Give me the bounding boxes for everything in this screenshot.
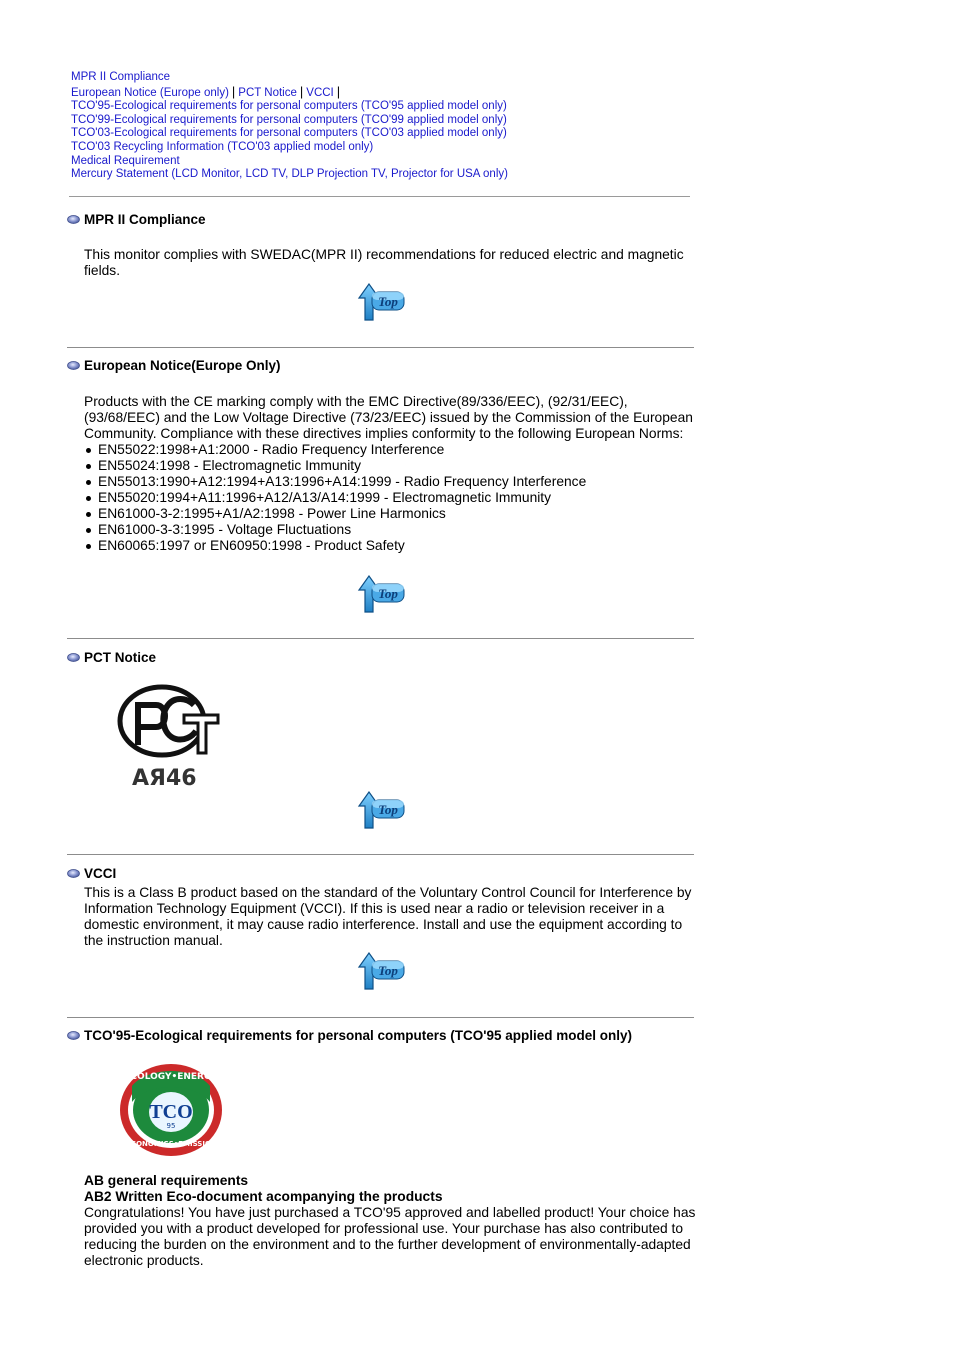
divider	[67, 347, 694, 348]
list-item: EN60065:1997 or EN60950:1998 - Product Safety	[98, 538, 696, 554]
mpr-text	[84, 247, 696, 279]
list-item: EN55024:1998 - Electromagnetic Immunity	[98, 458, 696, 474]
paragraph: This monitor complies with SWEDAC(MPR II) recommendations for reduced electric and magnetic fields.	[84, 247, 684, 278]
top-icon[interactable]	[357, 951, 407, 991]
pct-logo-code: АЯ46	[132, 766, 197, 791]
bullet-icon	[67, 361, 80, 370]
european-text	[84, 394, 696, 554]
bullet-icon	[67, 1031, 80, 1040]
list-item: EN61000-3-2:1995+A1/A2:1998 - Power Line Harmonics	[98, 506, 696, 522]
top-icon[interactable]	[357, 574, 407, 614]
section-title-text: European Notice(Europe Only)	[84, 358, 281, 373]
toc-link-european[interactable]: European Notice (Europe only)	[71, 86, 229, 99]
bullet-icon	[67, 869, 80, 878]
toc-separator: |	[231, 83, 236, 99]
toc-separator: |	[299, 83, 304, 99]
pct-logo	[116, 683, 220, 791]
section-title-european	[67, 358, 281, 373]
paragraph: This is a Class B product based on the standard of the Voluntary Control Council for Interference by Information Technology Equipment (VCCI). If this is used near a radio or television receiver in a domestic environment, it may cause radio interference. Install and use the equipment according to the instruction manual.	[84, 885, 692, 948]
section-title-mpr	[67, 212, 206, 227]
vcci-text	[84, 885, 696, 949]
list-item: EN55013:1990+A12:1994+A13:1996+A14:1999 - Radio Frequency Interference	[98, 474, 696, 490]
subheading: AB general requirements	[84, 1173, 249, 1188]
list-item: EN55020:1994+A11:1996+A12/A13/A14:1999 - Electromagnetic Immunity	[98, 490, 696, 506]
toc-link-tco03[interactable]: TCO'03-Ecological requirements for personal computers (TCO'03 applied model only)	[71, 127, 507, 140]
divider	[69, 196, 690, 197]
toc-link-tco03-recycling[interactable]: TCO'03 Recycling Information (TCO'03 applied model only)	[71, 140, 374, 153]
subheading: AB2 Written Eco-document acompanying the products	[84, 1189, 443, 1204]
tco95-text	[84, 1173, 696, 1269]
tco95-logo	[118, 1062, 224, 1158]
paragraph: Congratulations! You have just purchased a TCO'95 approved and labelled product! Your choice has provided you with a product developed for professional use. Your purchase has also contributed to reducing the burden on the environment and to the further development of environmentally-adapted electronic products.	[84, 1205, 696, 1268]
divider	[67, 854, 694, 855]
divider	[67, 1017, 694, 1018]
toc-link-mercury[interactable]: Mercury Statement (LCD Monitor, LCD TV, DLP Projection TV, Projector for USA only)	[71, 168, 508, 181]
toc-link-tco99[interactable]: TCO'99-Ecological requirements for personal computers (TCO'99 applied model only)	[71, 113, 507, 126]
svg-text:95: 95	[166, 1122, 176, 1130]
table-of-contents	[71, 71, 508, 182]
list-item: EN55022:1998+A1:2000 - Radio Frequency Interference	[98, 442, 696, 458]
section-title-pct	[67, 650, 156, 665]
norms-list	[84, 442, 696, 554]
section-title-text: VCCI	[84, 866, 117, 881]
toc-link-mpr[interactable]: MPR II Compliance	[71, 71, 171, 83]
list-item: EN61000-3-3:1995 - Voltage Fluctuations	[98, 522, 696, 538]
section-title-text: TCO'95-Ecological requirements for personal computers (TCO'95 applied model only)	[84, 1028, 633, 1043]
toc-link-tco95[interactable]: TCO'95-Ecological requirements for personal computers (TCO'95 applied model only)	[71, 100, 507, 113]
toc-link-medical[interactable]: Medical Requirement	[71, 154, 180, 167]
section-title-vcci	[67, 866, 116, 881]
bullet-icon	[67, 653, 80, 662]
paragraph: Products with the CE marking comply with the EMC Directive(89/336/EEC), (92/31/EEC), (93/68/EEC) and the Low Voltage Directive (73/23/EEC) issued by the Commission of the European Community. Compliance with these directives implies conformity to the following European Norms:	[84, 394, 693, 441]
toc-link-pct[interactable]: PCT Notice	[238, 86, 297, 99]
svg-text:ERGONOMICS•EMISSIONS: ERGONOMICS•EMISSIONS	[120, 1140, 222, 1148]
section-title-text: MPR II Compliance	[84, 212, 206, 227]
divider	[67, 638, 694, 639]
svg-text:ECOLOGY•ENERGY: ECOLOGY•ENERGY	[124, 1072, 218, 1082]
top-icon[interactable]	[357, 790, 407, 830]
toc-link-vcci[interactable]: VCCI	[306, 86, 334, 99]
bullet-icon	[67, 215, 80, 224]
section-title-tco95	[67, 1028, 632, 1043]
toc-separator: |	[336, 83, 341, 99]
svg-text:TCO: TCO	[149, 1101, 193, 1123]
section-title-text: PCT Notice	[84, 650, 157, 665]
top-icon[interactable]	[357, 282, 407, 322]
